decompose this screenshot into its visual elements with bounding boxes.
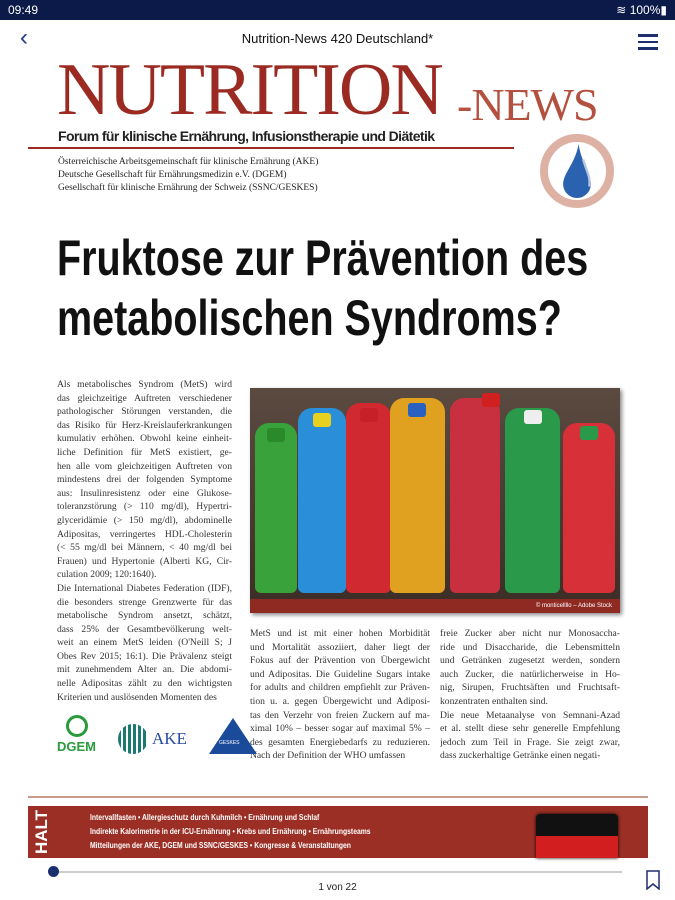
geskes-logo: GESKES (209, 718, 257, 754)
page-indicator: 1 von 22 (318, 882, 357, 893)
article-line: et al. stellt diese sehr generelle Empfehlung (440, 723, 620, 735)
article-column-1 (57, 378, 232, 704)
article-line: Die International Diabetes Federation (IDF), (57, 582, 232, 594)
article-line: aus: Insulinresistenz oder eine Glukose- (57, 487, 232, 499)
article-line: mindestens drei der folgenden Symptome (57, 474, 232, 486)
article-line: tas den Verzehr von freien Zuckern auf ma- (250, 709, 430, 721)
article-line: Kriterien und auslösenden Momenten des (57, 691, 217, 703)
contents-label: HALT (32, 809, 51, 854)
article-line: Fokus auf der Prävention von Übergewicht (250, 655, 430, 667)
issue-title: Nutrition-News 420 Deutschland* (241, 31, 434, 46)
divider (28, 796, 648, 798)
org-list: Österreichische Arbeitsgemeinschaft für klinische Ernährung (AKE) Deutsche Gesellschaft für Ernährungsmedizin e.V. (DGEM) Gesellschaft für klinische Ernährung der Schweiz (SSNC/GESKES) (58, 157, 319, 193)
masthead-logo: NUTRITION -NEWS (57, 49, 598, 131)
status-bar (0, 0, 675, 20)
article-line: pathologischer Störungen verstanden, die (57, 406, 232, 418)
menu-icon[interactable] (638, 34, 658, 54)
back-icon[interactable]: ‹ (20, 24, 28, 51)
article-line: dass 25% der Gesamtbevölkerung welt- (57, 623, 232, 635)
article-line: freie Zucker aber nicht nur Monosaccha- (440, 628, 620, 639)
article-line: Als metabolisches Syndrom (MetS) wird (57, 379, 232, 390)
article-line: metabolische Syndrom ansetzt, schätzt, (57, 610, 232, 622)
article-line: MetS und ist mit einer hohen Morbidität (250, 628, 430, 639)
article-line: hen alle vom gleichzeitigen Auftreten von (57, 460, 232, 472)
article-line: ximal 10% – besser sogar auf maximal 5% – (250, 723, 430, 735)
dgem-logo: DGEM (57, 715, 96, 754)
article-line: Frauen) und Hypertonie (Alberti KG, Cir- (57, 555, 232, 567)
article-line: weit an einem MetS leiden (O'Neill S; J (57, 637, 232, 649)
article-line: (< 55 mg/dl bei Männern, < 40 mg/dl bei (57, 542, 232, 554)
article-line: auch Zucker, die natürlicherweise in Ho- (440, 668, 620, 680)
bottles-photo (250, 388, 620, 613)
bookmark-icon[interactable] (646, 870, 660, 890)
ake-logo: AKE (118, 724, 187, 754)
article-column-2 (250, 627, 430, 763)
article-line: das gleichzeitige Auftreten verschiedener (57, 392, 232, 404)
contents-line: Mitteilungen der AKE, DGEM und SSNC/GESKES • Kongresse & Veranstaltungen (90, 841, 351, 850)
article-line: culation 2009; 120:1640). (57, 569, 157, 581)
article-line: Adipositas, verringertes HDL-Cholesterin (57, 528, 232, 540)
page-slider[interactable] (52, 871, 622, 873)
germany-flag-icon (536, 814, 618, 858)
article-line: konzentraten enthalten sind. (440, 695, 548, 707)
contents-line: Indirekte Kalorimetrie in der ICU-Ernährung • Krebs und Ernährung • Ernährungsteams (90, 827, 371, 836)
article-line: jedoch zum Teil in Frage. Sie zeigt zwar, (440, 736, 620, 748)
article-line: und Mortalität assoziiert, daher liegt der (250, 641, 430, 653)
clock: 09:49 (8, 3, 39, 17)
article-line: und Getränken zugesetzt werden, sondern (440, 655, 620, 667)
article-line: Die neue Metaanalyse von Semnani-Azad (440, 709, 620, 721)
article-column-3 (440, 627, 620, 763)
article-line: ride und Disaccharide, die Lebensmitteln (440, 641, 620, 653)
article-headline: Fruktose zur Prävention des metabolischen Syndroms? (57, 230, 589, 346)
article-line: dass zuckerhaltige Getränke einen negati- (440, 750, 601, 762)
article-line: mit zunehmendem Alter an. Die abdomi- (57, 664, 232, 676)
article-line: tion u. a. gegen Übergewicht und Adiposi- (250, 695, 430, 707)
article-line: kumulativ erhöhen. Obwohl keine einheit- (57, 433, 232, 445)
drop-logo-icon (540, 134, 614, 208)
article-line: die besonders strenge Grenzwerte für das (57, 596, 232, 608)
article-line: toleranzstörung (> 110 mg/dl), Hypertri- (57, 501, 232, 513)
article-line: des gesamten Energiebedarfs zu reduzieren. (250, 736, 430, 748)
photo-credit: © monticellllo – Adobe Stock (250, 599, 620, 613)
article-line: das Risiko für Herz-Kreislauferkrankungen (57, 419, 232, 431)
page-slider-handle[interactable] (48, 866, 59, 877)
article-line: Nach der Definition der WHO umfassen (250, 750, 406, 762)
article-line: und Adipositas. Die Guideline Sugars intake (250, 668, 430, 680)
article-line: glyceridämie (> 150 mg/dl), abdominelle (57, 514, 232, 526)
contents-line: Intervallfasten • Allergieschutz durch Kuhmilch • Ernährung und Schlaf (90, 813, 320, 822)
battery-indicator: ≋ 100%▮ (616, 3, 667, 17)
article-line: for adults and children empfiehlt zur Präven- (250, 682, 430, 694)
article-line: nelle Adipositas zählt zu den wichtigsten (57, 678, 232, 690)
masthead-subtitle: Forum für klinische Ernährung, Infusionstherapie und Diätetik (58, 128, 435, 144)
society-logos (57, 715, 257, 754)
article-line: Obes Rev 2015; 16:1). Die Prävalenz steigt (57, 650, 232, 662)
contents-banner (28, 806, 648, 858)
article-line: nig, Sirupen, Fruchtsäften und Fruchtsaft- (440, 682, 620, 694)
article-line: liche Definition für MetS existiert, ge- (57, 446, 232, 458)
divider (28, 147, 514, 149)
